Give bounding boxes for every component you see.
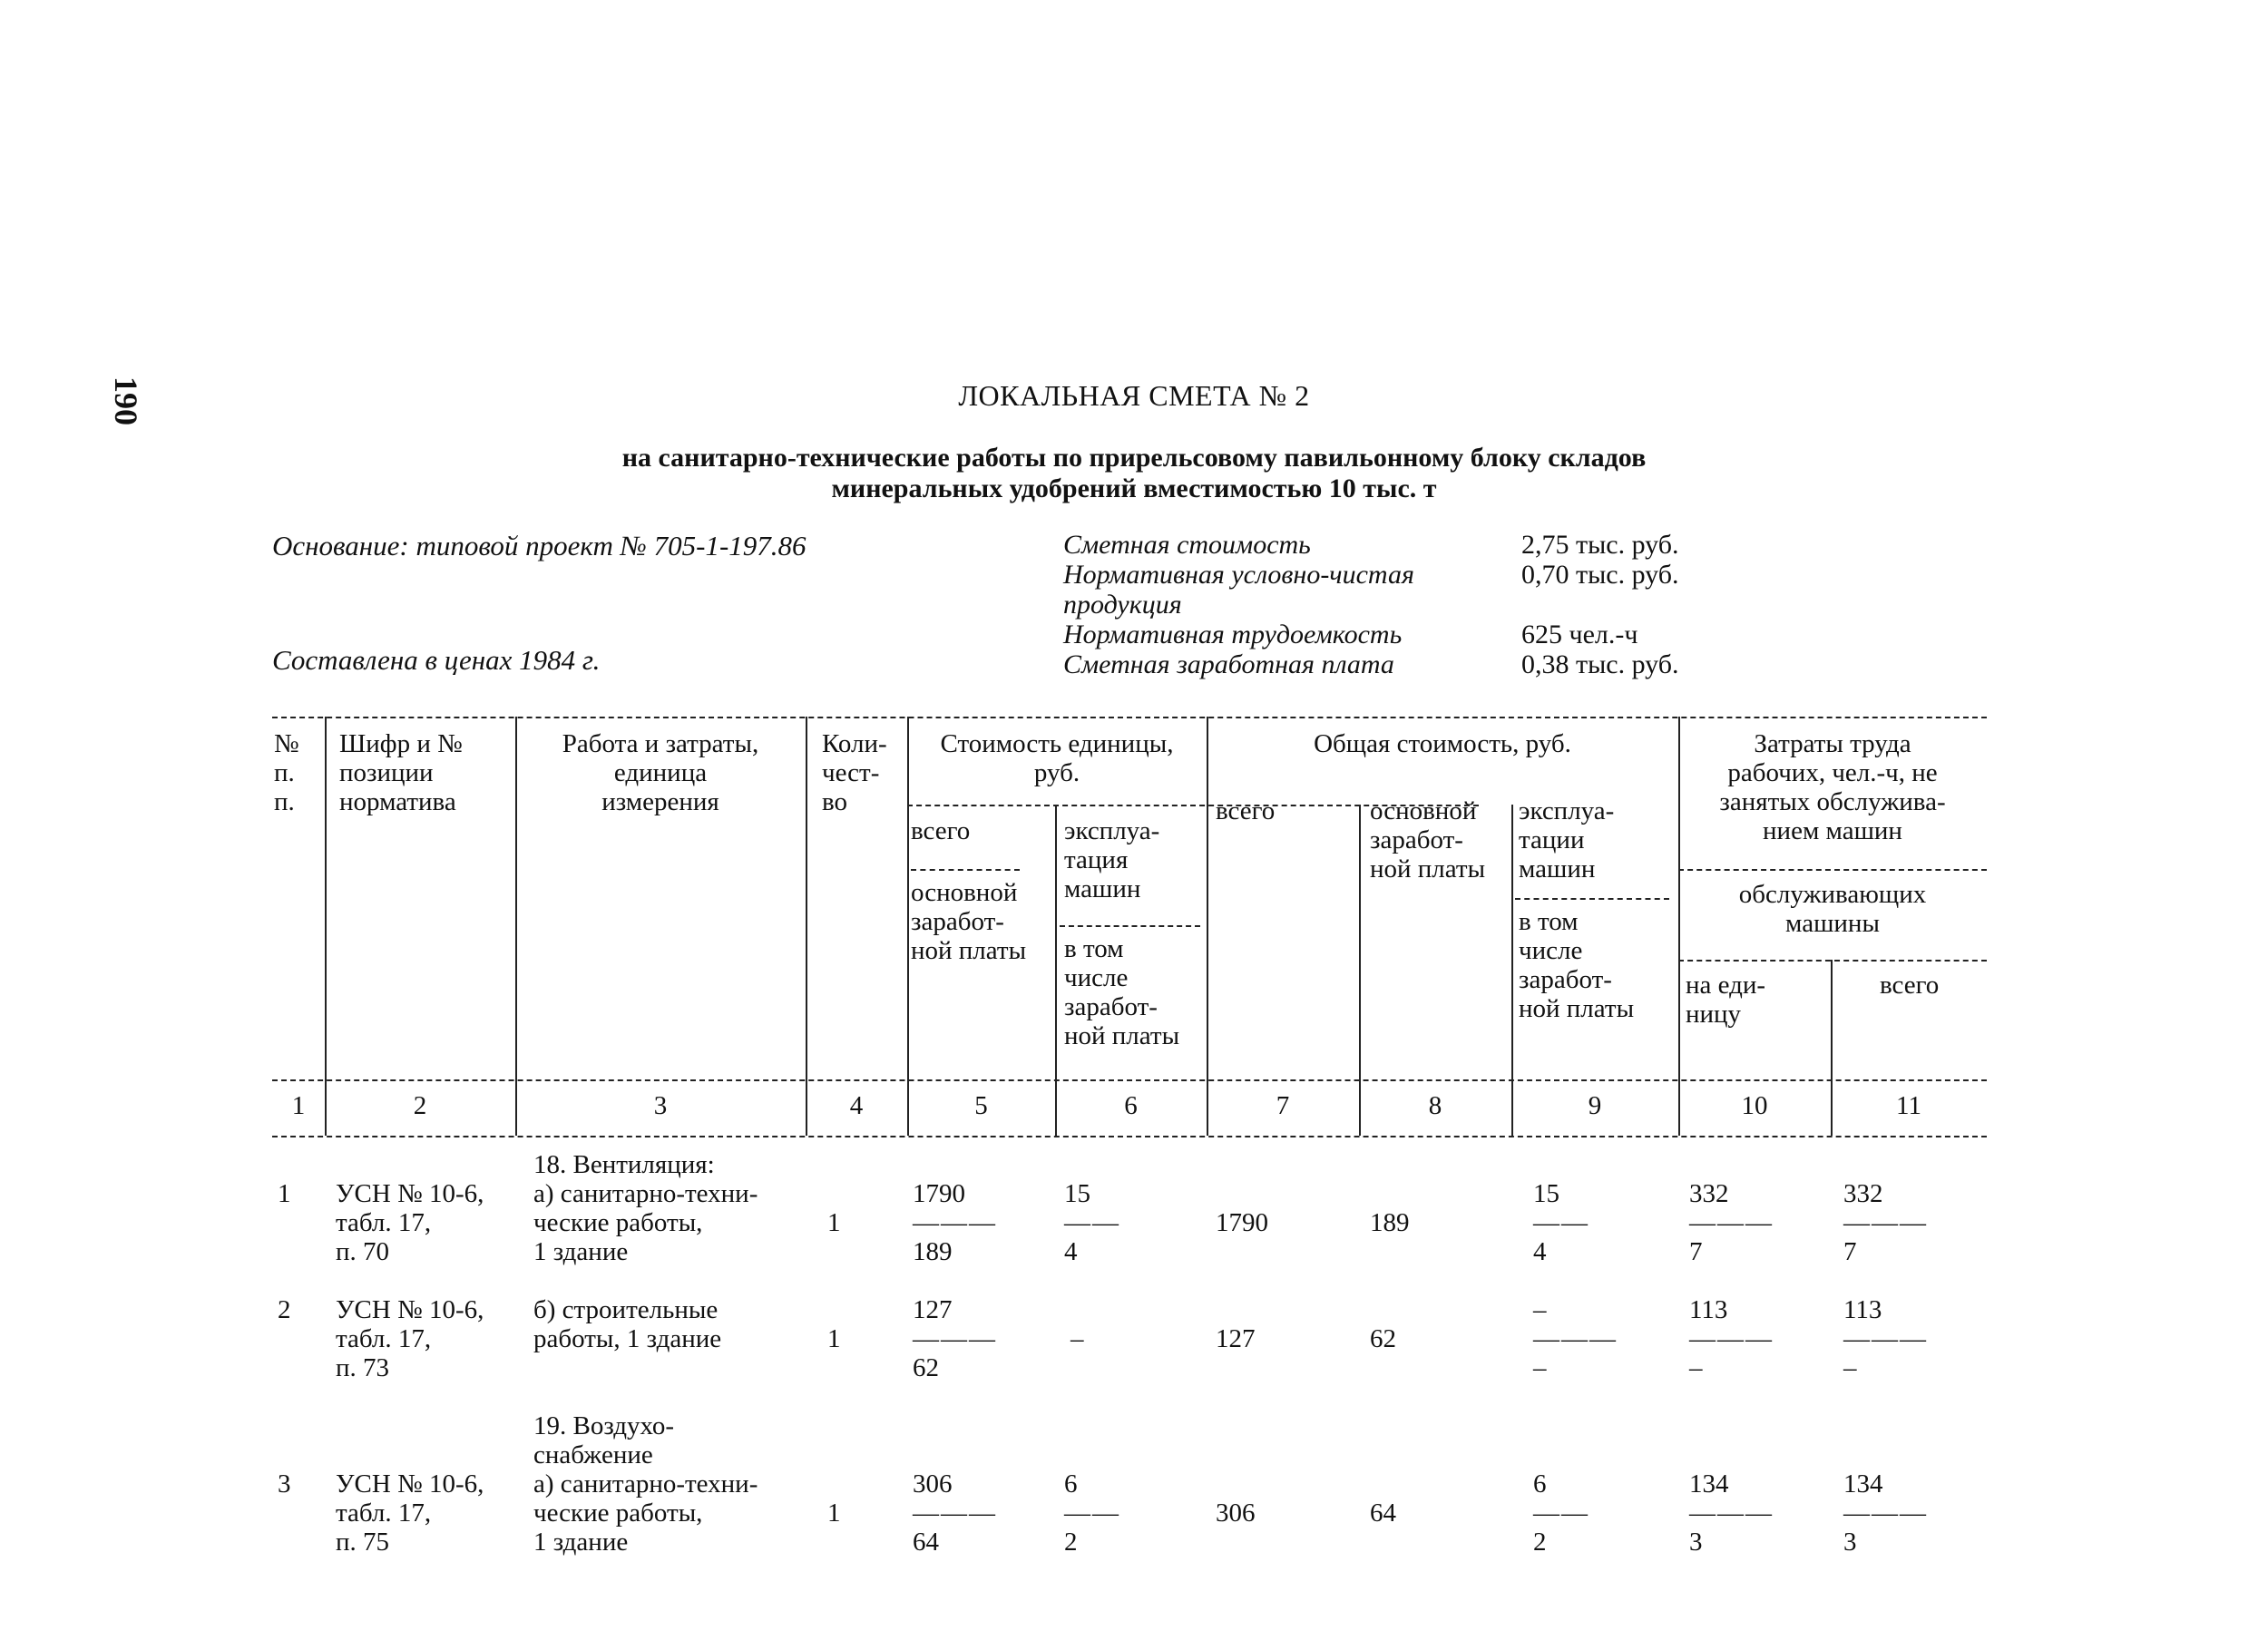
column-divider (325, 717, 327, 1136)
header-unit-cost: Стоимость единицы, руб. (940, 729, 1174, 787)
summary-row (1063, 530, 1757, 560)
row-number: 3 (278, 1469, 291, 1498)
unit-machines-value: – (1070, 1324, 1084, 1353)
total-machines-wage-value: 4 (1533, 1237, 1547, 1266)
unit-machines-fraction (1064, 1469, 1120, 1557)
page-number: 190 (108, 376, 144, 425)
labor-total-service-value: 7 (1843, 1237, 1857, 1266)
summary-label: Сметная стоимость (1063, 530, 1311, 560)
header-total-cost: Общая стоимость, руб. (1314, 729, 1571, 758)
fraction-bar: ——— (913, 1324, 997, 1353)
unit-machines-value: 6 (1064, 1469, 1078, 1498)
summary-label: Сметная заработная плата (1063, 649, 1394, 679)
quantity: 1 (827, 1498, 841, 1528)
total-machines-wage-value: – (1533, 1353, 1547, 1382)
header-labor-service: обслуживающих машины (1738, 880, 1927, 938)
labor-total-fraction (1843, 1295, 1928, 1382)
header-unit-machines: эксплуа- тация машин (1064, 816, 1160, 903)
price-basis-note: Составлена в ценах 1984 г. (272, 644, 601, 676)
unit-cost-fraction (913, 1295, 997, 1382)
header-unit-machines-wage: в том числе заработ- ной платы (1064, 934, 1180, 1050)
header-total-machines-wage: в том числе заработ- ной платы (1519, 907, 1635, 1023)
header-unit-basic-wage: основной заработ- ной платы (911, 878, 1027, 965)
work-description: б) строительные работы, 1 здание (533, 1295, 722, 1353)
unit-cost-fraction (913, 1469, 997, 1557)
quantity: 1 (827, 1208, 841, 1237)
column-numbers-rule (272, 1136, 1987, 1137)
work-description: а) санитарно-техни- ческие работы, 1 здание (533, 1469, 758, 1557)
fraction-bar: ——— (1689, 1208, 1774, 1237)
summary-row (1063, 649, 1757, 679)
column-number: 10 (1741, 1091, 1768, 1120)
total-machines-value: 15 (1533, 1179, 1559, 1208)
header-labor: Затраты труда рабочих, чел.-ч, не занятых обслужива- нием машин (1719, 729, 1946, 845)
labor-unit-fraction (1689, 1295, 1774, 1382)
fraction-bar: ——— (913, 1498, 997, 1528)
basis-note: Основание: типовой проект № 705-1-197.86 (272, 530, 807, 561)
column-number: 9 (1588, 1091, 1602, 1120)
total-basic-wage-value: 189 (1370, 1208, 1410, 1237)
unit-cost-fraction (913, 1179, 997, 1266)
column-number: 4 (849, 1091, 864, 1120)
unit-machines-wage-value: 2 (1064, 1528, 1078, 1557)
column-number: 8 (1428, 1091, 1442, 1120)
header-no: № п. п. (274, 729, 299, 816)
header-total-all: всего (1216, 796, 1276, 825)
unit-basic-wage-value: 62 (913, 1353, 939, 1382)
header-labor-unit: на еди- ницу (1686, 971, 1766, 1029)
subheader-rule (1060, 925, 1200, 927)
subheader-rule (911, 869, 1020, 871)
labor-total-service-value: – (1843, 1353, 1857, 1382)
labor-total-value: 134 (1843, 1469, 1883, 1498)
table-top-rule (272, 717, 1987, 718)
total-all-value: 306 (1216, 1498, 1256, 1528)
row-number: 1 (278, 1179, 291, 1208)
work-description: а) санитарно-техни- ческие работы, 1 здание (533, 1179, 758, 1266)
fraction-bar: ——— (1843, 1208, 1928, 1237)
labor-total-fraction (1843, 1469, 1928, 1557)
unit-basic-wage-value: 64 (913, 1528, 939, 1557)
column-divider (1359, 805, 1361, 1136)
header-labor-total: всего (1880, 971, 1940, 1000)
norm-code: УСН № 10-6, табл. 17, п. 75 (336, 1469, 484, 1557)
labor-unit-fraction (1689, 1179, 1774, 1266)
labor-unit-service-value: – (1689, 1353, 1703, 1382)
total-basic-wage-value: 62 (1370, 1324, 1396, 1353)
header-qty: Коли- чест- во (822, 729, 887, 816)
header-bottom-rule (272, 1079, 1987, 1081)
header-total-basic-wage: основной заработ- ной платы (1370, 796, 1486, 883)
total-machines-value: – (1533, 1295, 1547, 1324)
column-divider (1055, 805, 1057, 1136)
labor-total-service-value: 3 (1843, 1528, 1857, 1557)
labor-unit-value: 134 (1689, 1469, 1729, 1498)
summary-value: 625 чел.-ч (1521, 620, 1638, 649)
unit-machines-wage-value: 4 (1064, 1237, 1078, 1266)
header-work: Работа и затраты, единица измерения (562, 729, 759, 816)
column-divider (1511, 805, 1513, 1136)
column-divider (1207, 717, 1208, 1136)
header-rule (1678, 960, 1987, 962)
unit-total-value: 306 (913, 1469, 953, 1498)
column-number: 2 (413, 1091, 427, 1120)
cost-summary (1063, 530, 1757, 679)
norm-code: УСН № 10-6, табл. 17, п. 73 (336, 1295, 484, 1382)
column-divider (806, 717, 807, 1136)
estimate-table (272, 717, 1987, 1587)
fraction-bar: —— (1533, 1208, 1589, 1237)
fraction-bar: ——— (1843, 1324, 1928, 1353)
column-number: 7 (1276, 1091, 1290, 1120)
summary-value: 2,75 тыс. руб. (1521, 530, 1679, 560)
total-all-value: 127 (1216, 1324, 1256, 1353)
column-number: 1 (291, 1091, 306, 1120)
labor-unit-value: 332 (1689, 1179, 1729, 1208)
fraction-bar: —— (1533, 1498, 1589, 1528)
fraction-bar: —— (1064, 1208, 1120, 1237)
unit-basic-wage-value: 189 (913, 1237, 953, 1266)
labor-total-fraction (1843, 1179, 1928, 1266)
fraction-bar: ——— (1689, 1498, 1774, 1528)
row-number: 2 (278, 1295, 291, 1324)
header-rule (1678, 869, 1987, 871)
labor-total-value: 113 (1843, 1295, 1882, 1324)
total-machines-fraction (1533, 1469, 1589, 1557)
header-code: Шифр и № позиции норматива (339, 729, 463, 816)
fraction-bar: ——— (1533, 1324, 1618, 1353)
summary-label: Нормативная трудоемкость (1063, 620, 1403, 649)
total-all-value: 1790 (1216, 1208, 1268, 1237)
labor-unit-fraction (1689, 1469, 1774, 1557)
column-number: 6 (1124, 1091, 1138, 1120)
column-number: 11 (1896, 1091, 1921, 1120)
document-title: ЛОКАЛЬНАЯ СМЕТА № 2 (958, 379, 1310, 412)
labor-total-value: 332 (1843, 1179, 1883, 1208)
fraction-bar: ——— (913, 1208, 997, 1237)
unit-total-value: 127 (913, 1295, 953, 1324)
norm-code: УСН № 10-6, табл. 17, п. 70 (336, 1179, 484, 1266)
fraction-bar: ——— (1843, 1498, 1928, 1528)
summary-row (1063, 560, 1757, 620)
document-subtitle: на санитарно-технические работы по прирельсовому павильонному блоку складов минеральных удобрений вместимостью 10 тыс. т (621, 443, 1647, 503)
total-machines-wage-value: 2 (1533, 1528, 1547, 1557)
labor-unit-service-value: 3 (1689, 1528, 1703, 1557)
labor-unit-value: 113 (1689, 1295, 1728, 1324)
header-total-machines: эксплуа- тации машин (1519, 796, 1615, 883)
section-heading: 19. Воздухо- снабжение (533, 1411, 675, 1469)
summary-value: 0,70 тыс. руб. (1521, 560, 1679, 590)
summary-value: 0,38 тыс. руб. (1521, 649, 1679, 679)
labor-unit-service-value: 7 (1689, 1237, 1703, 1266)
total-basic-wage-value: 64 (1370, 1498, 1396, 1528)
fraction-bar: ——— (1689, 1324, 1774, 1353)
section-heading: 18. Вентиляция: (533, 1150, 715, 1179)
quantity: 1 (827, 1324, 841, 1353)
fraction-bar: —— (1064, 1498, 1120, 1528)
total-machines-fraction (1533, 1295, 1618, 1382)
total-machines-fraction (1533, 1179, 1589, 1266)
column-number: 3 (653, 1091, 668, 1120)
column-number: 5 (974, 1091, 988, 1120)
total-machines-value: 6 (1533, 1469, 1547, 1498)
header-unit-total: всего (911, 816, 971, 845)
summary-label: Нормативная условно-чистая продукция (1063, 560, 1414, 620)
unit-machines-fraction (1064, 1179, 1120, 1266)
unit-total-value: 1790 (913, 1179, 965, 1208)
unit-machines-value: 15 (1064, 1179, 1090, 1208)
summary-row (1063, 620, 1757, 649)
subheader-rule (1515, 898, 1669, 900)
